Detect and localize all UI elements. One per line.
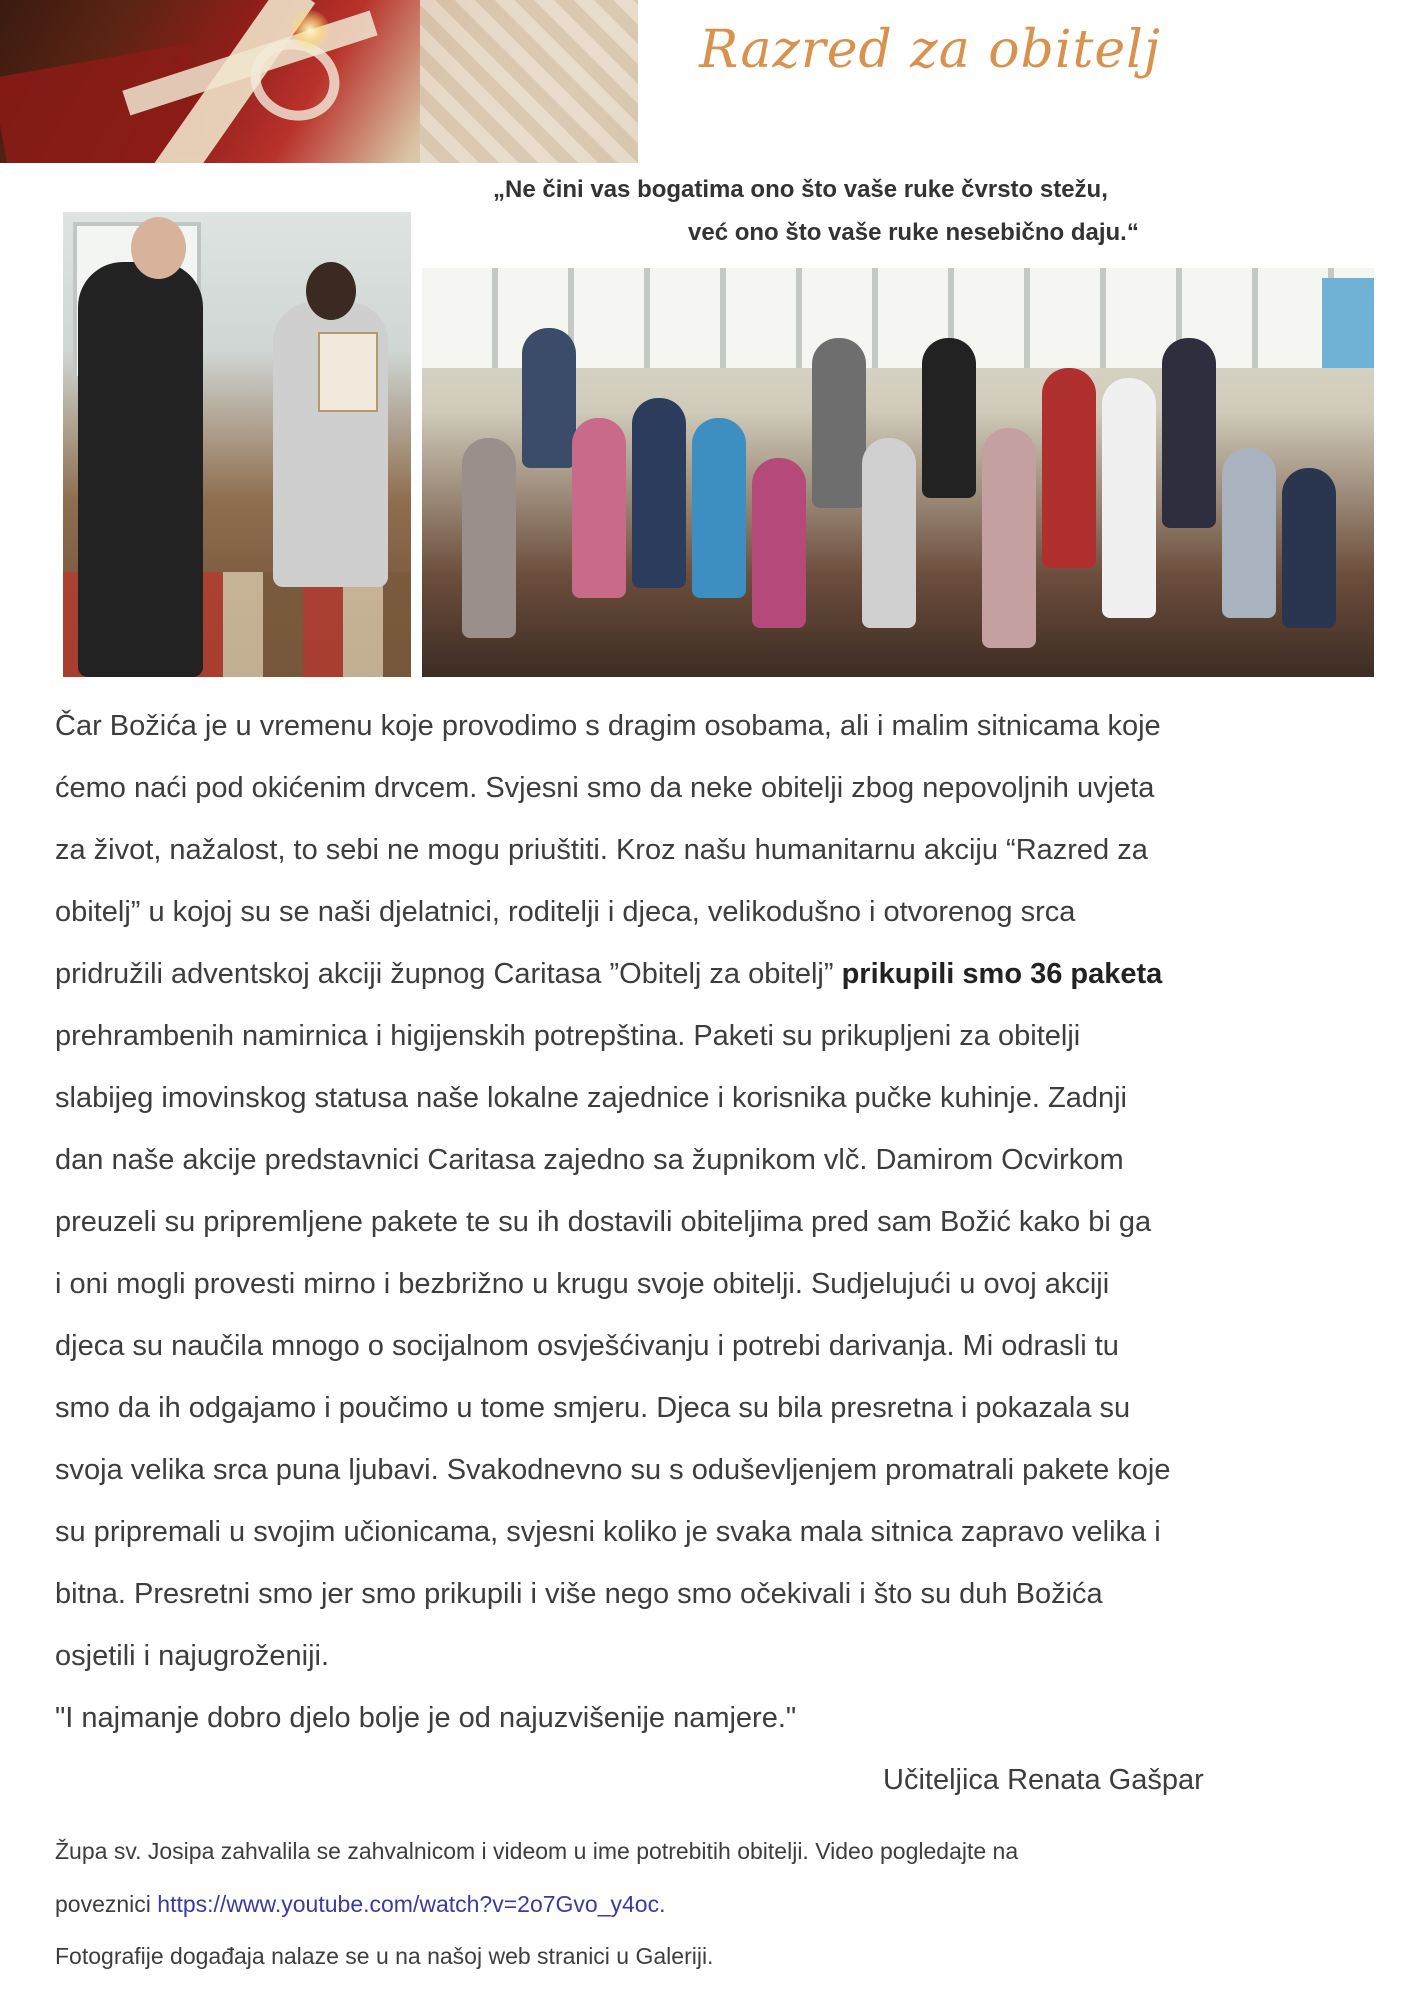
article-line: djeca su naučila mnogo o socijalnom osvješćivanju i potrebi darivanja. Mi odrasli tu [55, 1330, 1119, 1362]
article-line: dan naše akcije predstavnici Caritasa zajedno sa župnikom vlč. Damirom Ocvirkom [55, 1144, 1124, 1176]
footer-link-suffix: . [659, 1891, 666, 1917]
article-line: su pripremali u svojim učionicama, svjesni koliko je svaka mala sitnica zapravo velika i [55, 1516, 1161, 1548]
article-line: osjetili i najugroženiji. [55, 1640, 330, 1672]
footer-note: Župa sv. Josipa zahvalila se zahvalnicom i videom u ime potrebitih obitelji. Video pogledajte na [55, 1838, 1019, 1864]
header-gifts-photo [0, 0, 638, 163]
article-text: pridružili adventskoj akciji župnog Caritasa ”Obitelj za obitelj” [55, 958, 842, 990]
footer-link-prefix: poveznici [55, 1891, 158, 1917]
footer-link-line [55, 1891, 665, 1918]
packages-highlight: prikupili smo 36 paketa [841, 958, 1163, 990]
youtube-video-link[interactable]: https://www.youtube.com/watch?v=2o7Gvo_y4oc [157, 1891, 660, 1917]
article-body [55, 695, 1375, 1687]
article-line: bitna. Presretni smo jer smo prikupili i više nego smo očekivali i što su duh Božića [55, 1578, 1103, 1610]
author-signature: Učiteljica Renata Gašpar [883, 1764, 1204, 1796]
article-line-highlight [55, 943, 1375, 1005]
photo-certificate-handover [63, 212, 411, 677]
closing-quote: "I najmanje dobro djelo bolje je od najuzvišenije namjere." [55, 1702, 797, 1734]
article-line: svoja velika srca puna ljubavi. Svakodnevno su s oduševljenjem promatrali pakete koje [55, 1454, 1171, 1486]
article-line: prehrambenih namirnica i higijenskih potrepština. Paketi su prikupljeni za obitelji [55, 1020, 1081, 1052]
article-line: i oni mogli provesti mirno i bezbrižno u krugu svoje obitelji. Sudjelujući u ovoj akciji [55, 1268, 1110, 1300]
article-line: obitelj” u kojoj su se naši djelatnici, roditelji i djeca, velikodušno i otvorenog srca [55, 896, 1076, 928]
footer-gallery-note: Fotografije događaja nalaze se u na našoj web stranici u Galeriji. [55, 1943, 714, 1969]
article-line: za život, nažalost, to sebi ne mogu priuštiti. Kroz našu humanitarnu akciju “Razred za [55, 834, 1148, 866]
article-line: preuzeli su pripremljene pakete te su ih dostavili obiteljima pred sam Božić kako bi ga [55, 1206, 1152, 1238]
quote-line-1: „Ne čini vas bogatima ono što vaše ruke čvrsto stežu, [493, 176, 1108, 203]
article-line: Čar Božića je u vremenu koje provodimo s dragim osobama, ali i malim sitnicama koje [55, 710, 1161, 742]
quote-line-2: već ono što vaše ruke nesebično daju.“ [688, 219, 1139, 246]
article-line: slabijeg imovinskog statusa naše lokalne zajednice i korisnika pučke kuhinje. Zadnji [55, 1082, 1127, 1114]
article-line: smo da ih odgajamo i poučimo u tome smjeru. Djeca su bila presretna i pokazala su [55, 1392, 1131, 1424]
photo-children-group [422, 268, 1374, 677]
page-title: Razred za obitelj [699, 20, 1161, 80]
article-line: ćemo naći pod okićenim drvcem. Svjesni smo da neke obitelji zbog nepovoljnih uvjeta [55, 772, 1155, 804]
